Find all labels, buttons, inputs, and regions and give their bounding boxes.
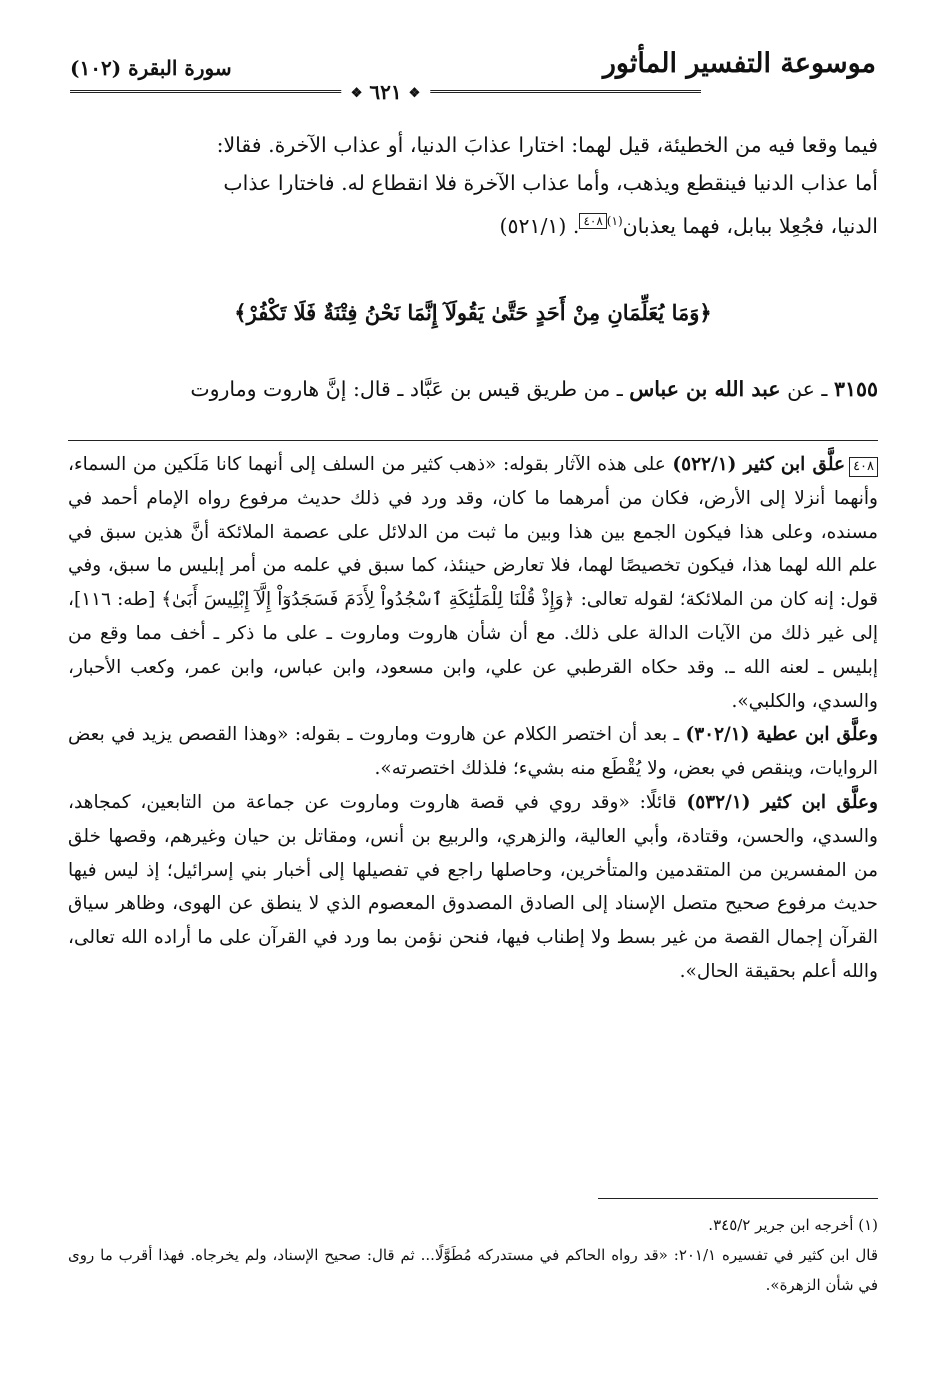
main-line: الدنيا، فجُعِلا ببابل، فهما يعذبان$^{(١)}$٤٠٨. (٥٢١/١) (499, 213, 878, 238)
footnote: قال ابن كثير في تفسيره ٢٠١/١: «قد رواه الحاكم في مستدركه مُطَوَّلًا... ثم قال: صحيح الإسناد، ولم يخرجاه. فهذا أقرب ما روى في شأن الزهرة». (68, 1246, 878, 1294)
footnote: (١) أخرجه ابن جرير ٣٤٥/٢. (708, 1216, 878, 1234)
main-text (68, 126, 878, 245)
commentary-number-box: ٤٠٨ (849, 457, 878, 477)
main-line: أما عذاب الدنيا فينقطع ويذهب، وأما عذاب الآخرة فلا انقطاع له. فاختارا عذاب (223, 171, 878, 195)
section-divider (68, 440, 878, 441)
commentary-paragraph: ٤٠٨علَّق ابن كثير (٥٢٢/١) على هذه الآثار بقوله: «ذهب كثير من السلف إلى أنهما كانا مَلَكين من السماء، وأنهما أنزلا إلى الأرض، فكان من أمرهما ما كان، وقد ورد في ذلك حديث مرفوع رواه الإمام أحمد في مسنده، وعلى هذا فيكون الجمع بين هذا وبين ما ثبت من الدلائل على عصمة الملائكة أنَّ هذين سبق في علم الله لهما هذا، فيكون تخصيصًا لهما، فلا تعارض حينئذ، كما سبق في علمه من أمر إبليس ما سبق، وفي قول: إنه كان من الملائكة؛ لقوله تعالى: ﴿وَإِذْ قُلْنَا لِلْمَلَٰٓئِكَةِ ٱسْجُدُواْ لِأَدَمَ فَسَجَدُوٓاْ إِلَّآ إِبْلِيسَ أَبَىٰ﴾ [طه: ١١٦]، إلى غير ذلك من الآيات الدالة على ذلك. مع أن شأن هاروت وماروت ـ على ما ذكر ـ أخف مما وقع من إبليس ـ لعنه الله ـ. وقد حكاه القرطبي عن علي، وابن مسعود، وابن عباس، وابن عمر، وكعب الأحبار، والسدي، والكلبي». (68, 454, 878, 712)
commentary-lead: وعلَّق ابن كثير (٥٣٢/١) (686, 791, 878, 813)
narrator-name: عبد الله بن عباس (629, 377, 781, 401)
page-number-block (341, 80, 430, 104)
ornament-icon: ❖ (350, 86, 363, 101)
commentary-lead: علَّق ابن كثير (٥٢٢/١) (672, 454, 846, 475)
footnotes (68, 1210, 878, 1300)
ornament-icon: ❖ (408, 86, 421, 101)
volume-page-ref: . (٥٢١/١) (499, 213, 580, 238)
quran-verse: ﴿وَمَا يُعَلِّمَانِ مِنْ أَحَدٍ حَتَّىٰ يَقُولَآ إِنَّمَا نَحْنُ فِتْنَةٌ فَلَا تَكْفُرْ﴾ (234, 300, 712, 325)
footnote-marker[interactable]: (١) (606, 214, 623, 228)
commentary-lead: وعلَّق ابن عطية (٣٠٢/١) (685, 724, 878, 746)
surah-reference: سورة البقرة (١٠٢) (70, 56, 232, 80)
commentary-block (68, 448, 878, 989)
main-line: فيما وقعا فيه من الخطيئة، قيل لهما: اختارا عذابَ الدنيا، أو عذاب الآخرة. فقالا: (216, 133, 878, 157)
commentary-paragraph: وعلَّق ابن عطية (٣٠٢/١) ـ بعد أن اختصر الكلام عن هاروت وماروت ـ بقوله: «وهذا القصص يزيد في بعض الروايات، وينقص في بعض، ولا يُقْطَع منه بشيء؛ فلذلك اختصرته». (68, 724, 878, 780)
narration: ٣١٥٥ ـ عن عبد الله بن عباس ـ من طريق قيس بن عَبَّاد ـ قال: إنَّ هاروت وماروت (190, 377, 878, 401)
header-rule (70, 82, 701, 102)
footnote-divider (598, 1198, 878, 1199)
commentary-reference-box[interactable]: ٤٠٨ (579, 213, 606, 229)
page-number: ٦٢١ (369, 80, 402, 104)
commentary-paragraph: وعلَّق ابن كثير (٥٣٢/١) قائلًا: «وقد روي في قصة هاروت وماروت عن جماعة من التابعين، كمجاهد، والسدي، والحسن، وقتادة، وأبي العالية، والزهري، والربيع بن أنس، ومقاتل بن حيان وغيرهم، وقصها خلق من المفسرين من المتقدمين والمتأخرين، وحاصلها راجع في تفصيلها إلى أخبار بني إسرائيل؛ إذ ليس فيها حديث مرفوع صحيح متصل الإسناد إلى الصادق المصدوق المعصوم الذي لا ينطق عن الهوى، وظاهر سياق القرآن إجمال القصة من غير بسط ولا إطناب فيها، فنحن نؤمن بما ورد في القرآن على ما أراده الله تعالى، والله أعلم بحقيقة الحال». (68, 791, 878, 982)
narration-number: ٣١٥٥ (833, 377, 878, 401)
book-title: موسوعة التفسير المأثور (602, 48, 876, 79)
page-header (70, 48, 876, 108)
